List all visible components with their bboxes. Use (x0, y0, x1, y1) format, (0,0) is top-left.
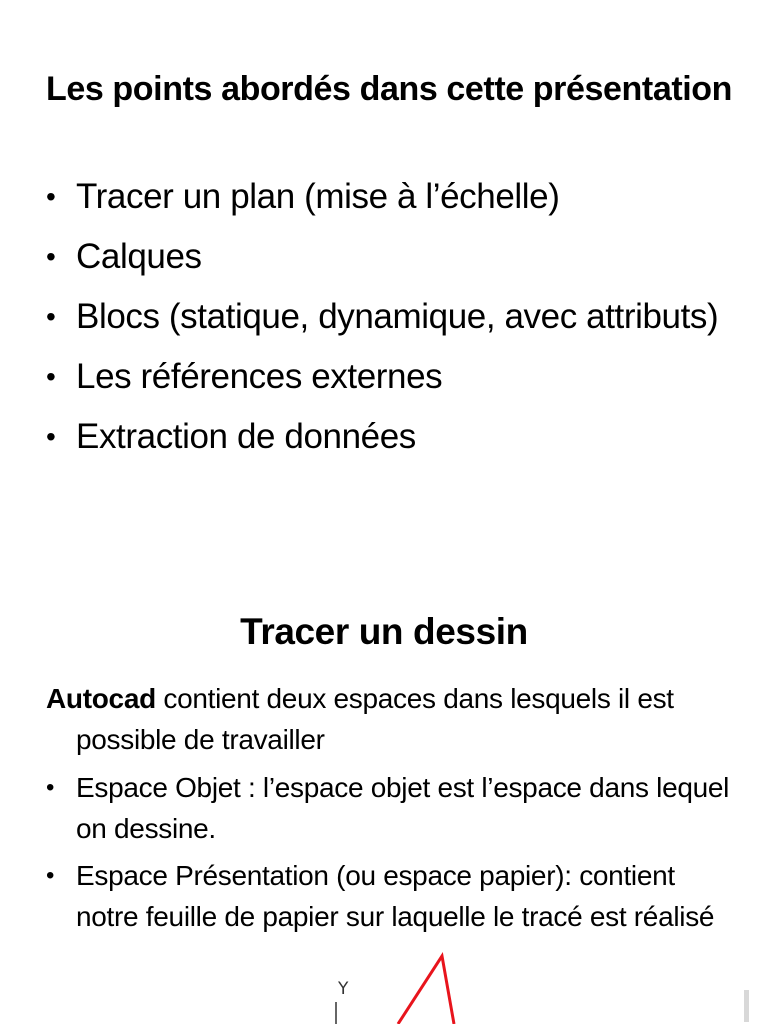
bullet-text: Blocs (statique, dynamique, avec attributs) (76, 297, 719, 336)
list-item (46, 855, 736, 937)
red-triangle-line (398, 956, 454, 1024)
slide2-bullet-list (46, 767, 736, 943)
bullet-text: Espace Objet : l’espace objet est l’espace dans lequel on dessine. (76, 772, 730, 844)
list-item (46, 767, 736, 849)
bullet-icon: • (46, 181, 56, 212)
bullet-text: Calques (76, 237, 202, 276)
list-item (46, 292, 736, 341)
intro-text: contient deux espaces dans lesquels il est possible de travailler (76, 683, 674, 755)
list-item (46, 232, 736, 281)
list-item (46, 412, 736, 461)
corner-scroll-mark (742, 986, 752, 1024)
list-item (46, 172, 736, 221)
slide2-intro (46, 678, 766, 760)
slide2-title: Tracer un dessin (240, 611, 528, 652)
y-axis-label: Y (338, 979, 349, 999)
bullet-icon: • (46, 862, 55, 889)
bullet-text: Extraction de données (76, 417, 416, 456)
bullet-icon: • (46, 774, 55, 801)
corner-mark-bar (744, 990, 749, 1022)
bullet-text: Les références externes (76, 357, 443, 396)
cad-drawing-preview (320, 950, 480, 1024)
bullet-icon: • (46, 421, 56, 452)
bullet-icon: • (46, 361, 56, 392)
intro-bold-term: Autocad (46, 683, 156, 714)
bullet-icon: • (46, 241, 56, 272)
bullet-text: Espace Présentation (ou espace papier): contient notre feuille de papier sur laquelle le tracé est réalisé (76, 860, 715, 932)
slide1-title: Les points abordés dans cette présentation (46, 70, 733, 108)
bullet-icon: • (46, 301, 56, 332)
bullet-text: Tracer un plan (mise à l’échelle) (76, 177, 560, 216)
slide1-bullet-list (46, 172, 736, 472)
list-item (46, 352, 736, 401)
